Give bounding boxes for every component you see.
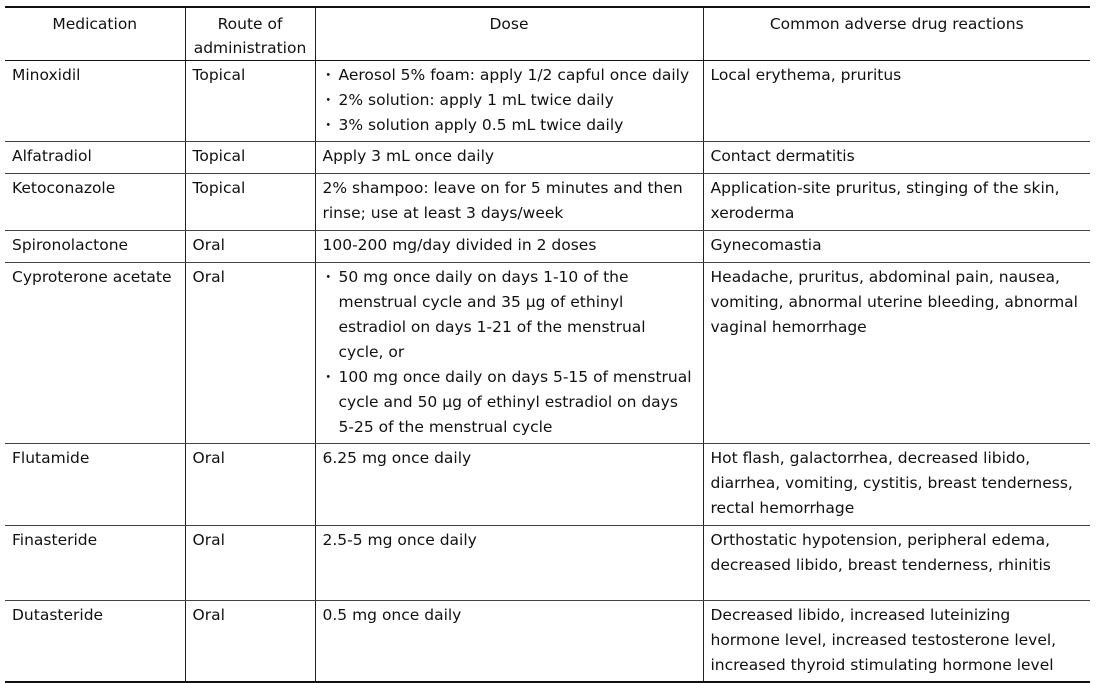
dose-list	[323, 265, 696, 440]
dose-text: 100-200 mg/day divided in 2 doses	[322, 236, 597, 254]
table-row	[5, 526, 1090, 601]
reactions-cell: Contact dermatitis	[703, 142, 1090, 174]
dose-text: 0.5 mg once daily	[322, 606, 462, 624]
table-body	[5, 61, 1090, 683]
reactions-cell: Application-site pruritus, stinging of the skin, xeroderma	[703, 174, 1090, 231]
dose-item: ・ 3% solution apply 0.5 mL twice daily	[323, 113, 696, 138]
dose-cell	[315, 142, 703, 174]
dose-cell	[315, 526, 703, 601]
table-row	[5, 61, 1090, 142]
table-row	[5, 263, 1090, 444]
medication-cell: Dutasteride	[5, 601, 185, 683]
header-medication: Medication	[5, 7, 185, 61]
header-reactions: Common adverse drug reactions	[703, 7, 1090, 61]
route-cell: Topical	[185, 174, 315, 231]
dose-cell	[315, 174, 703, 231]
route-cell: Topical	[185, 142, 315, 174]
route-cell: Oral	[185, 263, 315, 444]
dose-cell	[315, 444, 703, 526]
medication-cell: Finasteride	[5, 526, 185, 601]
dose-item: ・ Aerosol 5% foam: apply 1/2 capful once daily	[323, 63, 696, 88]
route-cell: Topical	[185, 61, 315, 142]
header-dose: Dose	[315, 7, 703, 61]
medication-cell: Minoxidil	[5, 61, 185, 142]
route-cell: Oral	[185, 526, 315, 601]
medication-table	[5, 6, 1090, 683]
table-row	[5, 142, 1090, 174]
table-row	[5, 231, 1090, 263]
route-cell: Oral	[185, 444, 315, 526]
dose-text: 2.5-5 mg once daily	[322, 531, 477, 549]
reactions-cell: Gynecomastia	[703, 231, 1090, 263]
dose-cell	[315, 61, 703, 142]
dose-item: ・ 100 mg once daily on days 5-15 of menstrual cycle and 50 µg of ethinyl estradiol on days 5-25 of the menstrual cycle	[323, 365, 696, 440]
table-row	[5, 174, 1090, 231]
dose-text: Apply 3 mL once daily	[322, 147, 495, 165]
dose-list	[323, 63, 696, 138]
header-row	[5, 7, 1090, 61]
medication-cell: Spironolactone	[5, 231, 185, 263]
reactions-cell: Local erythema, pruritus	[703, 61, 1090, 142]
header-route: Route of administration	[185, 7, 315, 61]
dose-item: ・ 2% solution: apply 1 mL twice daily	[323, 88, 696, 113]
medication-cell: Ketoconazole	[5, 174, 185, 231]
reactions-cell: Orthostatic hypotension, peripheral edema, decreased libido, breast tenderness, rhinitis	[703, 526, 1090, 601]
dose-text: 2% shampoo: leave on for 5 minutes and then rinse; use at least 3 days/week	[322, 179, 683, 222]
dose-cell	[315, 231, 703, 263]
medication-cell: Alfatradiol	[5, 142, 185, 174]
dose-item: ・ 50 mg once daily on days 1-10 of the menstrual cycle and 35 µg of ethinyl estradiol on days 1-21 of the menstrual cycle, or	[323, 265, 696, 365]
table-row	[5, 444, 1090, 526]
medication-cell: Flutamide	[5, 444, 185, 526]
medication-cell: Cyproterone acetate	[5, 263, 185, 444]
reactions-cell: Headache, pruritus, abdominal pain, nausea, vomiting, abnormal uterine bleeding, abnormal vaginal hemorrhage	[703, 263, 1090, 444]
reactions-cell: Hot flash, galactorrhea, decreased libido, diarrhea, vomiting, cystitis, breast tenderness, rectal hemorrhage	[703, 444, 1090, 526]
route-cell: Oral	[185, 231, 315, 263]
route-cell: Oral	[185, 601, 315, 683]
dose-cell	[315, 263, 703, 444]
dose-text: 6.25 mg once daily	[322, 449, 472, 467]
reactions-cell: Decreased libido, increased luteinizing hormone level, increased testosterone level, increased thyroid stimulating hormone level	[703, 601, 1090, 683]
